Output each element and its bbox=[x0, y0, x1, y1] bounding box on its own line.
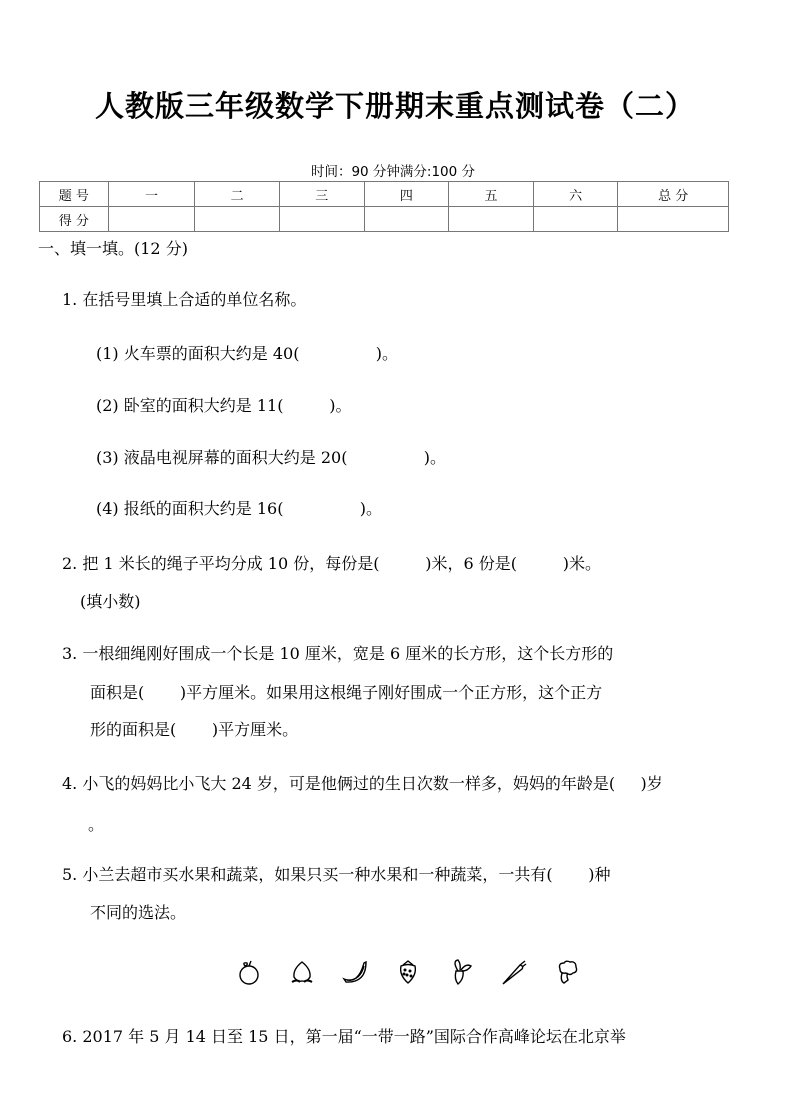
table-cell: 题 号 bbox=[40, 182, 109, 207]
table-row-question-numbers bbox=[40, 182, 729, 207]
section-heading: 一、填一填。(12 分) bbox=[38, 239, 188, 258]
score-cell bbox=[449, 207, 534, 232]
question-6-line-1: 6. 2017 年 5 月 14 日至 15 日，第一届“一带一路”国际合作高峰论坛在北京举 bbox=[62, 1027, 626, 1046]
peach-icon bbox=[277, 955, 327, 989]
question-1-item-4: (4) 报纸的面积大约是 16( )。 bbox=[96, 499, 382, 518]
produce-illustrations bbox=[224, 955, 595, 989]
score-cell bbox=[108, 207, 195, 232]
question-2-line-1: 2. 把 1 米长的绳子平均分成 10 份，每份是( )米，6 份是( )米。 bbox=[62, 554, 602, 573]
question-1-stem: 1. 在括号里填上合适的单位名称。 bbox=[62, 290, 307, 309]
apple-icon bbox=[224, 955, 274, 989]
carrot-icon bbox=[489, 955, 539, 989]
table-cell: 三 bbox=[279, 182, 364, 207]
radish-icon bbox=[436, 955, 486, 989]
table-cell: 五 bbox=[449, 182, 534, 207]
broccoli-icon bbox=[542, 955, 592, 989]
banana-icon bbox=[330, 955, 380, 989]
score-cell bbox=[195, 207, 280, 232]
question-1-item-2: (2) 卧室的面积大约是 11( )。 bbox=[96, 396, 352, 415]
question-1-item-3: (3) 液晶电视屏幕的面积大约是 20( )。 bbox=[96, 448, 446, 467]
question-3-line-1: 3. 一根细绳刚好围成一个长是 10 厘米，宽是 6 厘米的长方形，这个长方形的 bbox=[62, 644, 614, 663]
strawberry-icon bbox=[383, 955, 433, 989]
table-cell: 一 bbox=[108, 182, 195, 207]
question-3-line-3: 形的面积是( )平方厘米。 bbox=[90, 720, 299, 739]
question-3-line-2: 面积是( )平方厘米。如果用这根绳子刚好围成一个正方形，这个正方 bbox=[90, 683, 603, 702]
score-table bbox=[39, 181, 729, 232]
question-1-item-1: (1) 火车票的面积大约是 40( )。 bbox=[96, 344, 398, 363]
score-cell bbox=[279, 207, 364, 232]
question-4-line-2: 。 bbox=[88, 815, 105, 834]
question-5-line-2: 不同的选法。 bbox=[90, 903, 187, 922]
score-cell bbox=[533, 207, 618, 232]
question-2-line-2: (填小数) bbox=[80, 592, 141, 611]
question-5-line-1: 5. 小兰去超市买水果和蔬菜，如果只买一种水果和一种蔬菜，一共有( )种 bbox=[62, 865, 611, 884]
table-cell: 六 bbox=[533, 182, 618, 207]
table-row-scores bbox=[40, 207, 729, 232]
score-cell bbox=[618, 207, 729, 232]
table-cell: 得 分 bbox=[40, 207, 109, 232]
score-cell bbox=[364, 207, 449, 232]
question-4-line-1: 4. 小飞的妈妈比小飞大 24 岁，可是他俩过的生日次数一样多，妈妈的年龄是( )岁 bbox=[62, 774, 663, 793]
table-cell: 四 bbox=[364, 182, 449, 207]
table-cell: 二 bbox=[195, 182, 280, 207]
table-cell: 总 分 bbox=[618, 182, 729, 207]
exam-meta: 时间：90 分钟满分:100 分 bbox=[310, 164, 476, 180]
page-title: 人教版三年级数学下册期末重点测试卷（二） bbox=[94, 89, 695, 123]
